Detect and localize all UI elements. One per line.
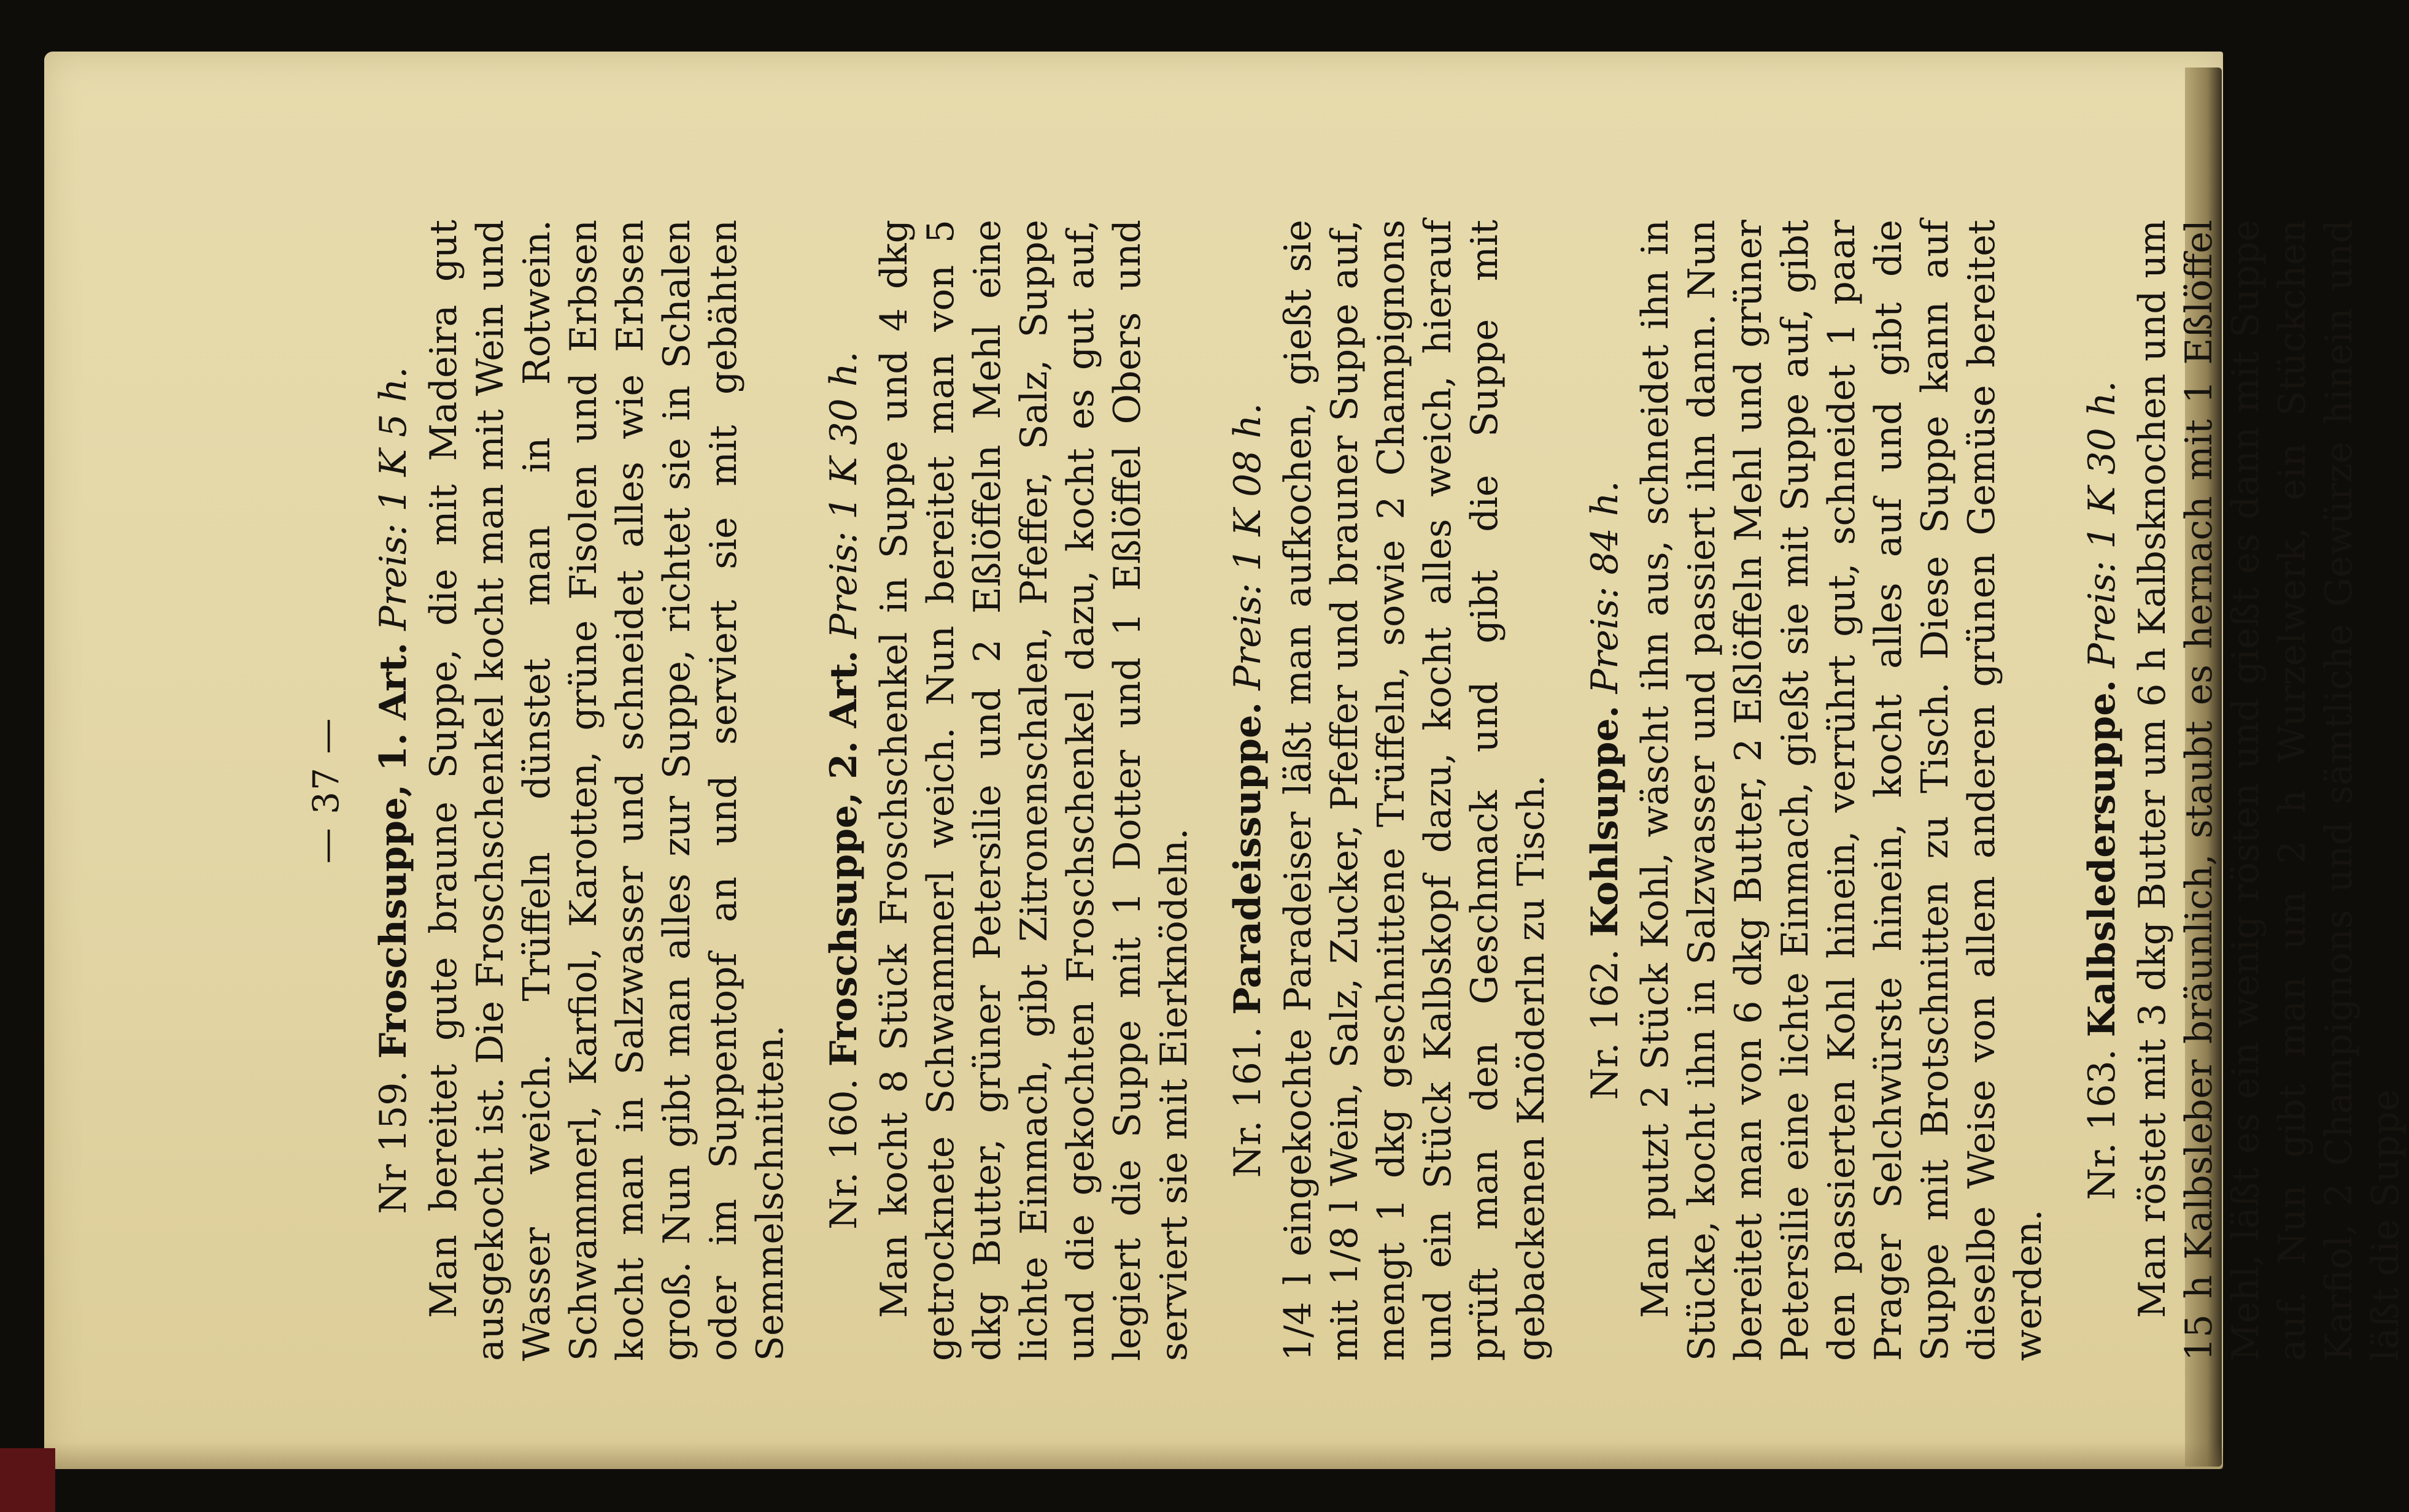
recipe-title: Froschsuppe, 2. Art. bbox=[822, 650, 865, 1067]
recipe-price: Preis: 1 K 5 h. bbox=[372, 366, 415, 631]
recipe-number: Nr. 162. bbox=[1583, 949, 1626, 1100]
recipe-title: Paradeissuppe. bbox=[1226, 701, 1269, 1015]
recipe-162 bbox=[1582, 220, 2052, 1361]
recipe-number: Nr. 161. bbox=[1226, 1026, 1269, 1178]
book-spine-corner bbox=[0, 1448, 55, 1512]
recipe-text: 1/4 l eingekochte Paradeiser läßt man aufkochen, gießt sie mit 1/8 l Wein, Salz, Zucker, Pfeffer und brauner Suppe auf, mengt 1 dkg geschnittene Trüffeln, sowie 2 Champignons und ein Stück Kalbskopf dazu, kocht alles weich, hierauf prüft man den Geschmack und gibt die Suppe mit gebackenen Knöderln zu Tisch. bbox=[1277, 220, 1553, 1361]
recipe-number: Nr. 160. bbox=[822, 1078, 865, 1230]
recipe-text: Man bereitet gute braune Suppe, die mit Madeira gut ausgekocht ist. Die Froschschenkel kocht man mit Wein und Wasser weich. Trüffeln dünstet man in Rotwein. Schwammerl, Karfiol, Karotten, grüne Fisolen und Erbsen kocht man in Salzwasser und schneidet alles wie Erbsen groß. Nun gibt man alles zur Suppe, richtet sie in Schalen oder im Suppentopf an und serviert sie mit gebähten Semmelschnitten. bbox=[422, 220, 792, 1361]
recipe-163 bbox=[2079, 220, 2409, 1361]
recipe-160 bbox=[821, 220, 1197, 1361]
recipe-title: Kohlsuppe. bbox=[1583, 705, 1626, 938]
binding-fold bbox=[44, 1442, 2223, 1469]
recipe-heading bbox=[1582, 220, 1628, 1361]
recipe-price: Preis: 84 h. bbox=[1583, 480, 1626, 694]
recipe-number: Nr 159. bbox=[372, 1070, 415, 1214]
recipe-heading bbox=[2079, 220, 2125, 1361]
recipe-price: Preis: 1 K 08 h. bbox=[1226, 403, 1269, 690]
recipe-159 bbox=[370, 220, 794, 1361]
recipe-text: Man kocht 8 Stück Froschschenkel in Suppe und 4 dkg getrocknete Schwammerl weich. Nun bereitet man von 5 dkg Butter, grüner Petersilie und 2 Eßlöffeln Mehl eine lichte Einmach, gibt Zitronenschalen, Pfeffer, Salz, Suppe und die gekochten Froschschenkel dazu, kocht es gut auf, legiert die Suppe mit 1 Dotter und 1 Eßlöffel Obers und serviert sie mit Eierknödeln. bbox=[873, 220, 1196, 1361]
rotated-text-block bbox=[303, 220, 2407, 1361]
recipe-161 bbox=[1224, 220, 1555, 1361]
recipe-price: Preis: 1 K 30 h. bbox=[822, 351, 865, 639]
recipe-price: Preis: 1 K 30 h. bbox=[2081, 380, 2124, 668]
recipe-number: Nr. 163. bbox=[2081, 1049, 2124, 1200]
recipe-title: Kalbsledersuppe. bbox=[2081, 679, 2124, 1038]
recipe-heading bbox=[821, 220, 867, 1361]
recipe-text: Man röstet mit 3 dkg Butter um 6 h Kalbsknochen und um 15 h Kalbsleber bräunlich, staubt es hernach mit 1 Eßlöffel Mehl, läßt es ein wenig rösten und gießt es dann mit Suppe auf. Nun gibt man um 2 h Wurzelwerk, ein Stückchen Karfiol, 2 Champignons und sämtliche Gewürze hinein und läßt die Suppe bbox=[2131, 220, 2407, 1361]
recipe-heading bbox=[370, 220, 417, 1361]
page-number: — 37 — bbox=[305, 717, 347, 864]
recipe-text: Man putzt 2 Stück Kohl, wäscht ihn aus, schneidet ihn in Stücke, kocht ihn in Salzwasser und passiert ihn dann. Nun bereitet man von 6 dkg Butter, 2 Eßlöffeln Mehl und grüner Petersilie eine lichte Einmach, gießt sie mit Suppe auf, gibt den passierten Kohl hinein, verrührt gut, schneidet 1 paar Prager Selchwürste hinein, kocht alles auf und gibt die Suppe mit Brotschnitten zu Tisch. Diese Suppe kann auf dieselbe Weise von allem anderen grünen Gemüse bereitet werden. bbox=[1634, 220, 2050, 1361]
recipe-heading bbox=[1224, 220, 1271, 1361]
recipe-title: Froschsuppe, 1. Art. bbox=[372, 642, 415, 1059]
